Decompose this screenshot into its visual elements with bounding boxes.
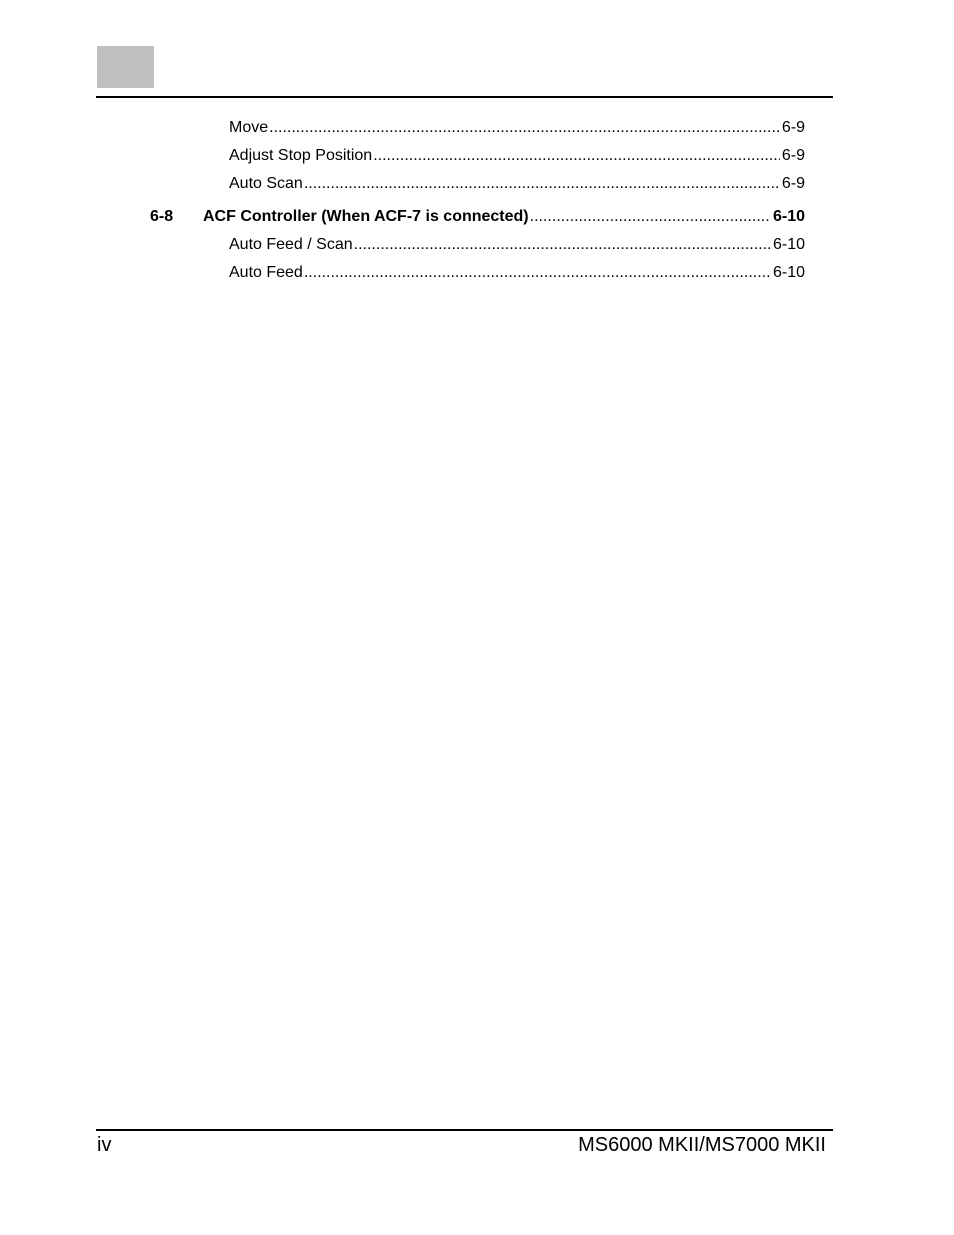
toc-entry-page: 6-9 (781, 175, 805, 192)
toc-entry-page: 6-10 (772, 236, 805, 253)
toc-section-page: 6-10 (772, 208, 805, 225)
toc-section-title: ACF Controller (When ACF-7 is connected) (203, 208, 529, 225)
toc-entry-title: Adjust Stop Position (229, 147, 373, 164)
toc-section-number: 6-8 (150, 208, 174, 225)
footer-page-number: iv (97, 1134, 112, 1156)
toc-entry-page: 6-9 (781, 147, 805, 164)
toc-entry-page: 6-10 (772, 264, 805, 281)
chapter-tab-block (97, 46, 154, 88)
toc-dot-leader (373, 146, 780, 166)
footer-product-name: MS6000 MKII/MS7000 MKII (578, 1134, 826, 1156)
toc-entry-title: Auto Scan (229, 175, 303, 192)
toc-entry-auto-scan[interactable] (229, 174, 805, 194)
toc-entry-auto-feed[interactable] (229, 263, 805, 283)
toc-dot-leader (530, 207, 771, 227)
toc-entry-auto-feed-scan[interactable] (229, 235, 805, 255)
toc-entry-title: Auto Feed (229, 264, 303, 281)
footer-rule (96, 1129, 833, 1131)
toc-dot-leader (269, 118, 780, 138)
header-rule (96, 96, 833, 98)
toc-dot-leader (354, 235, 771, 255)
toc-dot-leader (304, 263, 771, 283)
toc-entry-adjust-stop-position[interactable] (229, 146, 805, 166)
toc-section-acf-controller[interactable] (150, 207, 805, 227)
toc-entry-title: Move (229, 119, 269, 136)
toc-entry-page: 6-9 (781, 119, 805, 136)
toc-entry-move[interactable] (229, 118, 805, 138)
toc-entry-title: Auto Feed / Scan (229, 236, 353, 253)
toc-dot-leader (304, 174, 780, 194)
